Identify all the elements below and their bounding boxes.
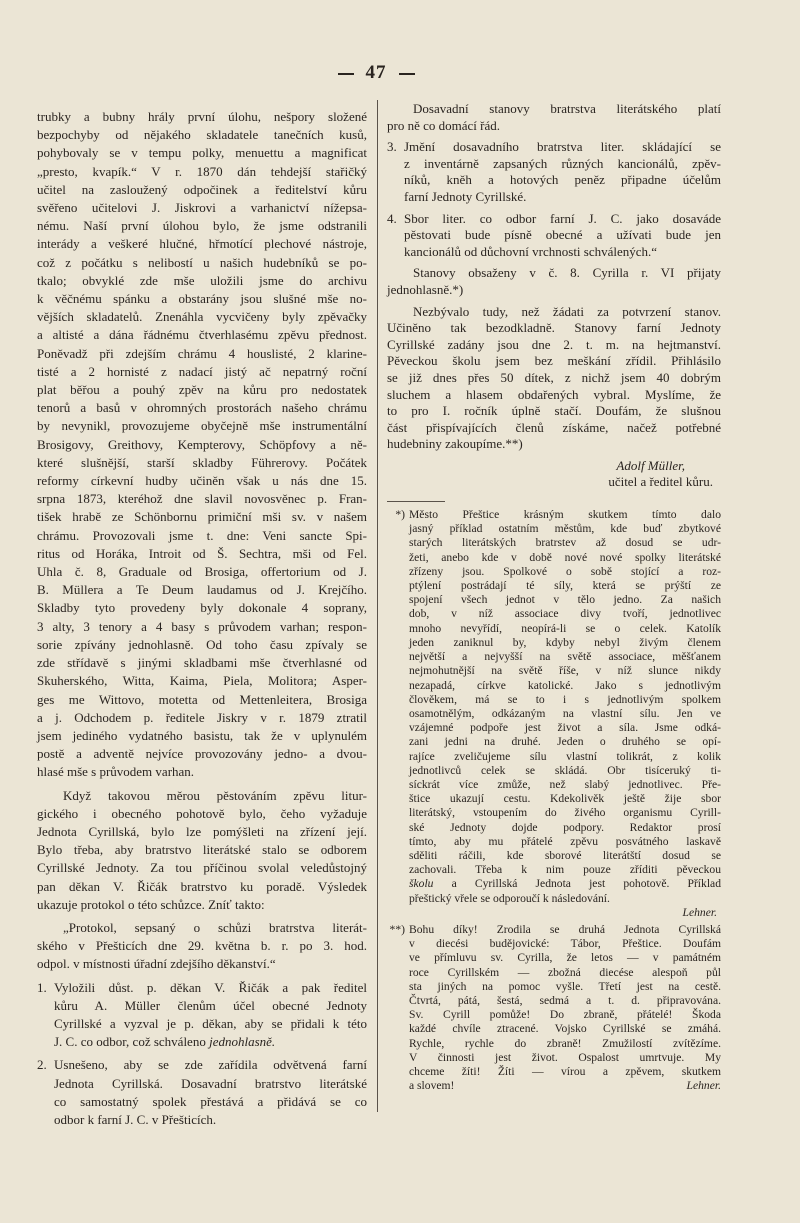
item-text <box>54 1056 367 1129</box>
text-line: sta jiných na pomoc vyšle. Třetí jest na cestě. <box>409 979 721 993</box>
item-number: 4. <box>387 210 397 226</box>
footnote <box>387 508 721 920</box>
text-line: v diecési budějovické: Tábor, Přeštice. Doufám <box>409 937 721 951</box>
text-line: co samostatný spolek přestává a přidává se co <box>54 1093 367 1109</box>
item-text <box>54 979 367 1052</box>
text-line: plat běřou a pouhý zpěv na kůru pro nedostatek <box>37 382 367 398</box>
text-line: tímto, aby mu přátelé zpěvu posvátného laskavě <box>409 834 721 848</box>
text-line: hlasé mše s průvodem varhan. <box>37 764 195 780</box>
signature-title: učitel a ředitel kůru. <box>608 474 713 490</box>
text-line: tenorů a basů v ohromných prostorách našeho chrámu <box>37 400 367 416</box>
text-line: chrámu. Provozovali jsme t. dne: Veni sancte Spi- <box>37 527 367 543</box>
numbered-item <box>387 139 721 205</box>
text-line: bezpochyby od nějakého skladatele tanečních kusů, <box>37 127 367 143</box>
text-line: zani jedni na druhé. Jeden o druhého se opí- <box>409 735 721 749</box>
text-line: se již dnes přes 50 dítek, z nichž jsem 40 dobrým <box>387 369 721 385</box>
text-line: starých literátských bratrstev až dosud se udr- <box>409 536 721 550</box>
text-line: B. Müllera a Te Deum laudamus od J. Krejčího. <box>37 582 367 598</box>
text-line: gického i obecného pohotově bylo, čeho vyžaduje <box>37 805 367 821</box>
text-line: trubky a bubny hrály první úlohu, nešpory složené <box>37 109 367 124</box>
numbered-item <box>37 979 367 1052</box>
item-number: 2. <box>37 1057 47 1073</box>
text-line: zde střídavě s jinými skladbami mše čtverhlasné od <box>37 655 367 671</box>
footnote-text <box>409 508 721 920</box>
numbered-item <box>37 1056 367 1129</box>
numbered-item <box>387 211 721 261</box>
text-line: ve přímluvu sv. Cyrilla, že letos — v památném <box>409 951 721 965</box>
text-line: níků, kněh a hotových peněz připadne účelům <box>404 172 721 188</box>
text-line: jednotlivců celek se skládá. Obr tisíceruký ti- <box>409 763 721 777</box>
text-line: Bohu díky! Zrodila se druhá Jednota Cyrillská <box>409 922 721 936</box>
text-line: osamotnělým, odkázaným na vlastní sílu. Jen ve <box>409 706 721 720</box>
page-number <box>0 62 752 84</box>
text-line: „presto, kvapík.“ V r. 1870 dán tehdejší stařičký <box>37 163 367 179</box>
text-line: rajíce zveličujeme sílu vlastní tolikrát, z kolik <box>409 749 721 763</box>
page-number-text: 47 <box>365 62 387 83</box>
footnote-signature: Lehner. <box>686 1079 721 1093</box>
text-line: síckrát více zmůže, než slabý jednotlivec. Pře- <box>409 777 721 791</box>
text-line: které slušnější, starší skladby Führerovy. Počátek <box>37 454 367 470</box>
paragraph <box>37 108 367 782</box>
text-line: štice ukazují cestu. Kdekolivěk ještě žije sbor <box>409 792 721 806</box>
text-line: Cyrillské Jednoty. Za tou příčinou svolal veledůstojný <box>37 860 367 876</box>
text-line: Uhla č. 8, Graduale od Brosiga, offertorium od J. <box>37 564 367 580</box>
text-line: z inventárně zapsaných různých kancionálů, zpěv- <box>404 155 721 171</box>
text-line: mnoho nevyřídí, neopírá-li se o celek. Katolík <box>409 621 721 635</box>
text-line: V činnosti jest život. Ospalost umrtvuje. My <box>409 1050 721 1064</box>
text-line: což z počátku s nelibostí u našich hudebníků se po- <box>37 254 367 270</box>
text-line: nezapadá, církve katolické. Jako s jednotlivým <box>409 678 721 692</box>
text-line: reformy církevní hudby učiněn však u nás dne 15. <box>37 473 367 489</box>
signature <box>387 458 721 491</box>
paragraph <box>387 304 721 453</box>
text-line: farní Jednoty Cyrillské. <box>404 188 527 204</box>
text-line: největší a nejvyšší na světě associace, měšťanem <box>409 650 721 664</box>
text-line: 3 alty, 3 tenory a 4 basy s průvodem varhan; respon- <box>37 618 367 634</box>
item-number: 3. <box>387 139 397 155</box>
text-line <box>54 1033 367 1051</box>
text-line: interády a veškeré hlučné, hřmotící plechové nástroje, <box>37 236 367 252</box>
italic-text: jednohlasně. <box>209 1034 276 1050</box>
text-line: „Protokol, sepsaný o schůzi bratrstva literát- <box>63 919 367 935</box>
text-line: Vyložili důst. p. děkan V. Řičák a pak ředitel <box>54 979 367 995</box>
paragraph <box>387 101 721 134</box>
text-line: tkalo; obvyklé zde mše uložili jsme do archivu <box>37 272 367 288</box>
text-line: ritus od Horáka, Introit od Š. Sechtra, mši od Fel. <box>37 545 367 561</box>
text-line: jasný příklad ostatním městům, kde buď zbytkové <box>409 522 721 536</box>
text-line: nejmohutnější na světě říše, v níž slunce nikdy <box>409 664 721 678</box>
text-line: ukazuje protokol o této schůzce. Zníť takto: <box>37 896 265 912</box>
text-line: každé chvíle ztracené. Vojsko Cyrillské se zmáhá. <box>409 1022 721 1036</box>
text-line: Cyrillské zadány jsou dne 2. t. m. na hejtmanství. <box>387 336 721 352</box>
text-line: jednohlasně.*) <box>387 281 464 297</box>
text-line: Město Přeštice krásným skutkem tímto dalo <box>409 508 721 522</box>
text-line: Sbor liter. co odbor farní J. C. jako dosaváde <box>404 210 721 226</box>
text-segment: J. C. co odbor, což schváleno <box>54 1034 210 1050</box>
text-line: kůru A. Müller členům účel obecné Jednoty <box>54 997 367 1013</box>
footnote <box>387 923 721 1093</box>
text-segment: a slovem! <box>409 1079 455 1093</box>
italic-text: školu <box>409 877 434 891</box>
text-line: žeti, anebo kde v době nové nové spolky literátské <box>409 550 721 564</box>
text-line: sluchem a hlasem obdařených vybral. Myslíme, že <box>387 386 721 402</box>
text-line: odpol. v místnosti úřadní zdejšího děkanství.“ <box>37 956 276 972</box>
text-line: Sv. Cyrill pomůže! Do zbraně, přátelé! Škoda <box>409 1008 721 1022</box>
text-line: pro ně co domácí řád. <box>387 117 500 133</box>
text-line: Jednota Cyrillská. Dosavadní bratrstvo literátské <box>54 1075 367 1091</box>
text-line: vzájemné podpoře jest život a síla. Jsme odká- <box>409 721 721 735</box>
text-line: Skuherského, Witta, Kaima, Piela, Molitora; Asper- <box>37 673 367 689</box>
text-line: nému. Naší první úlohou bylo, že jsme odstranili <box>37 218 367 234</box>
text-line: tisté a 2 hornisté z nadací jistý ač nepatrný roční <box>37 363 367 379</box>
text-line: ptýlení postrádají té síly, která se prýští ze <box>409 579 721 593</box>
text-line: a j. Odchodem p. ředitele Jiskry v r. 1879 ztratil <box>37 709 367 725</box>
item-text <box>404 211 721 261</box>
text-line: ského v Přešticích dne 29. května b. r. po 3. hod. <box>37 938 367 954</box>
text-line: odbor k farní J. C. v Přešticích. <box>54 1111 217 1127</box>
paragraph <box>37 787 367 914</box>
right-column <box>387 101 721 1093</box>
text-line: člověkem, má se to i s jednotlivým spolkem <box>409 692 721 706</box>
text-line: vějších skladatelů. Znenáhla vycvičeny byly zpěvačky <box>37 309 367 325</box>
text-line: pěstovati bude písně obecné a užívati bude jen <box>404 227 721 243</box>
text-line: svěřeno učitelovi J. Jiskrovi a varhanictví nížepsa- <box>37 200 367 216</box>
text-line: učitel na zasloužený odpočinek a ředitelství kůru <box>37 181 367 197</box>
text-line: Rychle, rychle do zbraně! Zmužilostí zvítězíme. <box>409 1036 721 1050</box>
text-line: jeden zaniknul by, kdyby nebyl živým členem <box>409 635 721 649</box>
text-line: Cyrillské a vyzval je p. děkan, aby se přidali k této <box>54 1015 367 1031</box>
column-divider <box>377 100 378 1112</box>
item-text <box>404 139 721 205</box>
text-line: k věčnému spánku a obstarány jsou slušné mše no- <box>37 291 367 307</box>
text-line: tišek hrabě ze Schönbornu primiční mši sv. v našem <box>37 509 367 525</box>
text-line: Brosigovy, Greithovy, Kempterovy, Schöpfovy a ně- <box>37 436 367 452</box>
footnote-mark: *) <box>395 508 405 522</box>
text-line: chceme žíti! Žíti — vírou a zpěvem, skutkem <box>409 1064 721 1078</box>
dash-left <box>338 73 354 75</box>
text-line: hudebniny zakoupíme.**) <box>387 436 523 452</box>
text-line: Pěveckou školu jsem bez meškání zřídil. Přihlásilo <box>387 353 721 369</box>
text-line: Stanovy obsaženy v č. 8. Cyrilla r. VI přijaty <box>413 265 721 281</box>
text-line: Jmění dosavadního bratrstva liter. skládající se <box>404 139 721 155</box>
text-line: Nezbývalo tudy, než žádati za potvrzení stanov. <box>413 303 721 319</box>
text-line <box>409 1079 721 1093</box>
text-line: Usnešeno, aby se zde zařídila odvětvená farní <box>54 1057 367 1073</box>
text-line: Čtvrtá, pátá, šestá, sedmá a t. d. připravována. <box>409 993 721 1007</box>
text-line: Poněvadž při zdejším chrámu 4 houslisté, 2 klarine- <box>37 345 367 361</box>
text-line: Dosavadní stanovy bratrstva literátského platí <box>413 101 721 116</box>
text-line: by nevynikl, provozujeme obyčejně mše instrumentální <box>37 418 367 434</box>
text-line: část přispívajících členů získáme, načež potřebné <box>387 419 721 435</box>
text-segment: a Cyrillská Jednota jest pohotově. Příklad <box>433 877 721 891</box>
text-line: roce Cyrillském — zbožná diecése alespoň půl <box>409 965 721 979</box>
text-line: přeštický vřele se odporoučí k následování. <box>409 891 610 905</box>
text-line: jsem jediného vydatného basistu, tak že v uplynulém <box>37 727 367 743</box>
text-line <box>409 877 721 891</box>
text-line: postě a adventě nejvíce provozovány jedno- a dvou- <box>37 746 367 762</box>
paragraph <box>37 919 367 974</box>
text-line: Bylo třeba, aby bratrstvo literátské stalo se odborem <box>37 842 367 858</box>
text-line: dob, v níž associace divy tvoří, jednotlivec <box>409 607 721 621</box>
text-line: pohybovaly se v tempu polky, menuettu a magnificat <box>37 145 367 161</box>
text-line: spojení všech jednot v tělo jedno. Za našich <box>409 593 721 607</box>
text-line: Učiněno tak bezodkladně. Stanovy farní Jednoty <box>387 320 721 336</box>
signature-name: Adolf Müller, <box>616 457 685 473</box>
footnote-text <box>409 923 721 1093</box>
paragraph <box>387 265 721 298</box>
text-line: zachovali. Třeba k nim pouze zříditi pěveckou <box>409 863 721 877</box>
text-line: srpna 1873, kteréhož dne slavil novosvěnec p. Fran- <box>37 491 367 507</box>
text-line: Skladby tyto provedeny byly dokonale 4 soprany, <box>37 600 367 616</box>
text-line: a altisté a dána řádnému čtverhlasému zpěvu přednost. <box>37 327 367 343</box>
text-line: sděliti ráčili, kde sborové literátští dosud se <box>409 848 721 862</box>
footnote-mark: **) <box>389 922 405 936</box>
text-line: ské Jednoty dojde podpory. Redaktor prosí <box>409 820 721 834</box>
footnote-signature: Lehner. <box>682 905 717 919</box>
item-number: 1. <box>37 979 47 995</box>
text-line: zřízeny jsou. Spolkové o sobě stojící a roz- <box>409 564 721 578</box>
text-line: ges me Wittovo, motetta od Mettenleitera, Brosiga <box>37 691 367 707</box>
text-line: kancionálů od důchovní vrchnosti schválených.“ <box>404 243 658 259</box>
left-column <box>37 108 367 1129</box>
text-line: Když takovou měrou pěstováním zpěvu litur- <box>63 787 367 803</box>
text-line: Jednota Cyrillská, bylo lze pomýšleti na zřízení její. <box>37 823 367 839</box>
footnote-rule <box>387 501 445 502</box>
dash-right <box>399 73 415 75</box>
text-line: to pro I. ročník úplně stačí. Doufám, že slušnou <box>387 403 721 419</box>
text-line: literátský, vstoupením do živého organismu Cyrill- <box>409 806 721 820</box>
text-line: pan děkan V. Řičák bratrstvo ku poradě. Výsledek <box>37 878 367 894</box>
text-line: sorie zpívány jednohlasně. Od toho času zpívaly se <box>37 636 367 652</box>
